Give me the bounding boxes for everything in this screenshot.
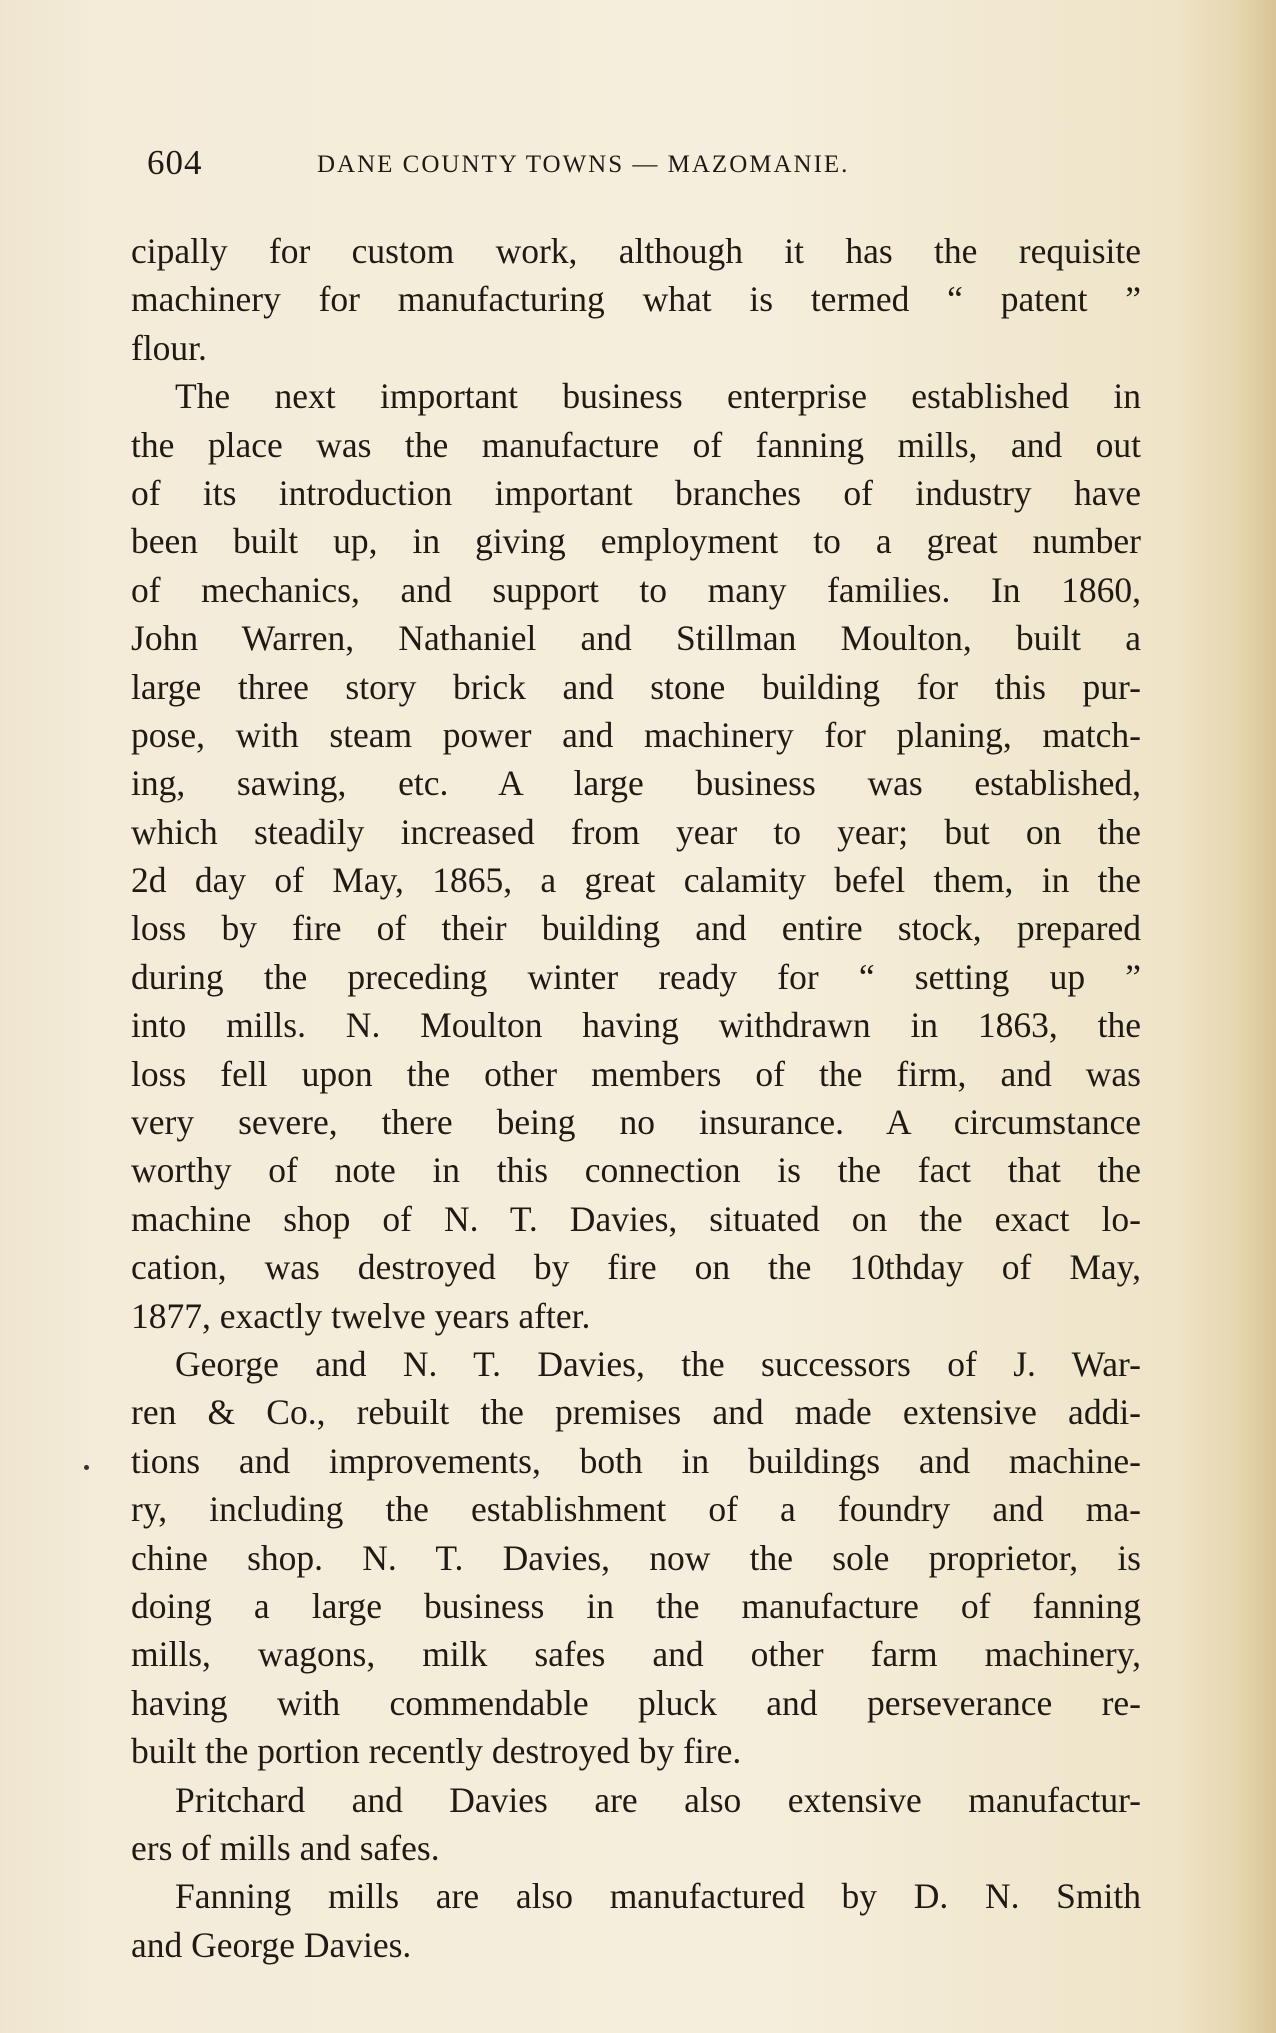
text-line: the place was the manufacture of fanning mills, and out (131, 424, 1141, 465)
text-line: mills, wagons, milk safes and other farm machinery, (131, 1634, 1141, 1675)
text-line: machinery for manufacturing what is termed “ patent ” (131, 279, 1141, 320)
text-line: worthy of note in this connection is the fact that the (131, 1150, 1141, 1191)
text-line: cation, was destroyed by fire on the 10thday of May, (131, 1247, 1141, 1288)
body-text (131, 227, 1141, 1969)
text-line: ers of mills and safes. (131, 1827, 440, 1868)
text-line: large three story brick and stone building for this pur- (131, 666, 1141, 707)
text-line: flour. (131, 327, 207, 368)
text-line: doing a large business in the manufacture of fanning (131, 1585, 1141, 1626)
page-header (147, 143, 1147, 193)
text-line: 1877, exactly twelve years after. (131, 1295, 591, 1336)
page-number: 604 (147, 143, 203, 182)
text-line: cipally for custom work, although it has the requisite (131, 231, 1141, 271)
running-head: DANE COUNTY TOWNS — MAZOMANIE. (317, 151, 850, 178)
text-line: into mills. N. Moulton having withdrawn in 1863, the (131, 1005, 1141, 1046)
text-line: been built up, in giving employment to a great number (131, 521, 1141, 562)
text-line: during the preceding winter ready for “ setting up ” (131, 956, 1141, 997)
text-line: loss fell upon the other members of the firm, and was (131, 1053, 1141, 1094)
text-line: having with commendable pluck and perseverance re- (131, 1682, 1141, 1723)
text-line: pose, with steam power and machinery for planing, match- (131, 714, 1141, 755)
text-line: Fanning mills are also manufactured by D. N. Smith (175, 1876, 1141, 1917)
text-line: ren & Co., rebuilt the premises and made extensive addi- (131, 1392, 1141, 1433)
text-line: built the portion recently destroyed by fire. (131, 1731, 742, 1772)
text-line: of its introduction important branches of industry have (131, 472, 1141, 513)
text-line: ing, sawing, etc. A large business was established, (131, 763, 1141, 804)
text-line: of mechanics, and support to many families. In 1860, (131, 569, 1141, 610)
text-line: loss by fire of their building and entire stock, prepared (131, 908, 1141, 949)
text-line: which steadily increased from year to year; but on the (131, 811, 1141, 852)
text-line: chine shop. N. T. Davies, now the sole proprietor, is (131, 1537, 1141, 1578)
text-line: very severe, there being no insurance. A circumstance (131, 1102, 1141, 1143)
text-line: The next important business enterprise established in (175, 376, 1141, 417)
text-line: 2d day of May, 1865, a great calamity befel them, in the (131, 860, 1141, 901)
text-line: ry, including the establishment of a foundry and ma- (131, 1489, 1141, 1530)
text-line: tions and improvements, both in buildings and machine- (131, 1440, 1141, 1481)
stray-ink-mark (84, 1465, 89, 1470)
text-line: George and N. T. Davies, the successors of J. War- (175, 1343, 1141, 1384)
text-line: John Warren, Nathaniel and Stillman Moulton, built a (131, 618, 1141, 659)
text-line: Pritchard and Davies are also extensive manufactur- (175, 1779, 1141, 1820)
text-line: machine shop of N. T. Davies, situated on the exact lo- (131, 1198, 1141, 1239)
text-line: and George Davies. (131, 1924, 412, 1965)
